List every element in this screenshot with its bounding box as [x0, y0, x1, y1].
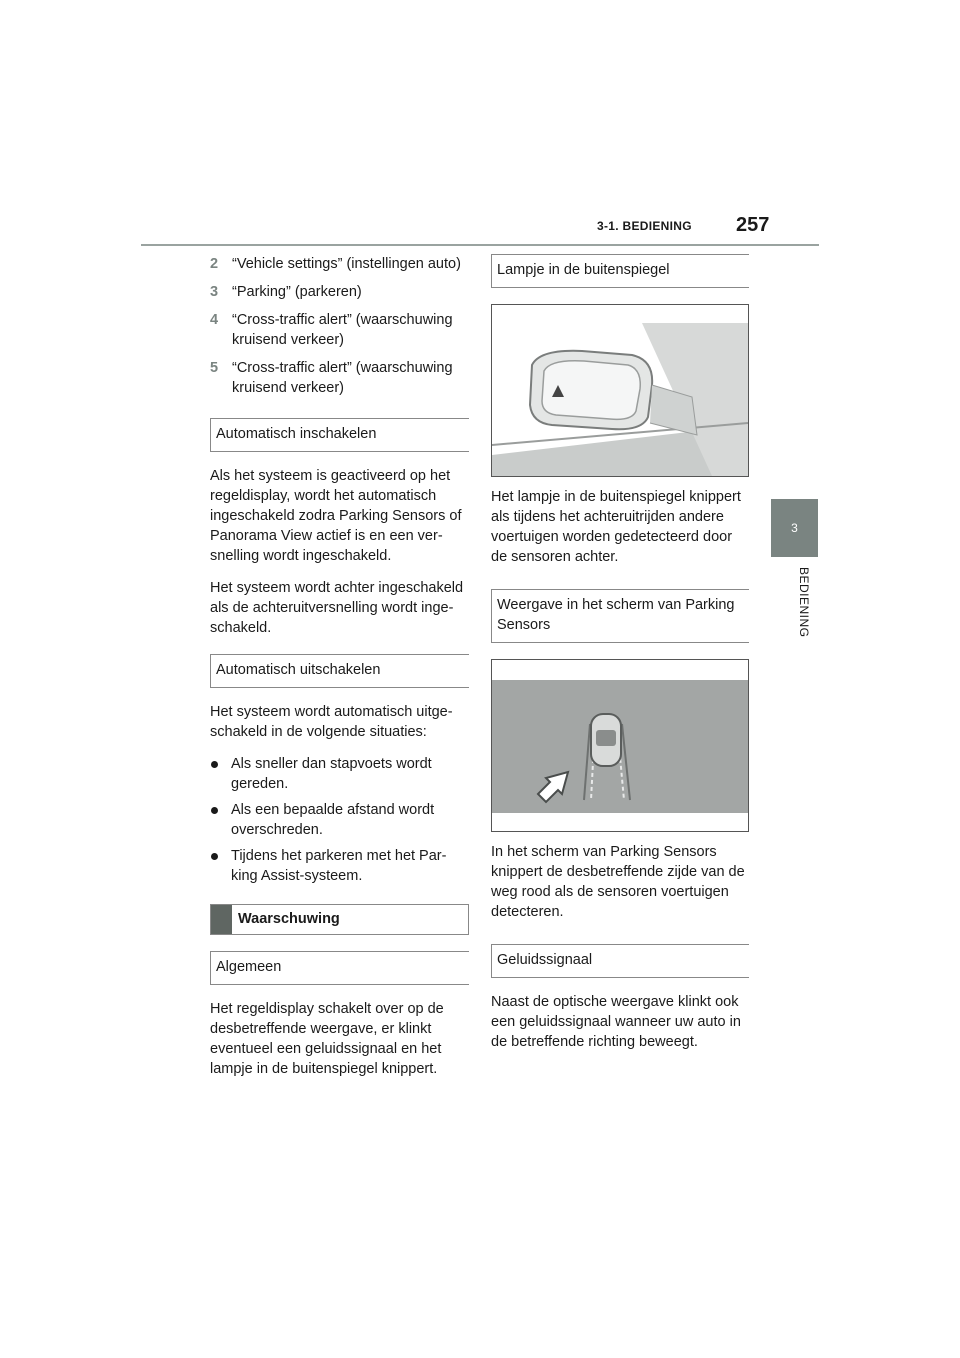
- chapter-tab[interactable]: 3: [771, 499, 818, 557]
- parking-screen-illustration: [491, 659, 749, 832]
- step-item: 3 “Parking” (parkeren): [210, 284, 362, 300]
- warning-bar: [211, 905, 232, 934]
- chapter-label: BEDIENING: [797, 567, 811, 638]
- paragraph: Het systeem wordt automatisch uitge-schakeld in de volgende situaties:: [210, 704, 453, 740]
- list-item: Als een bepaalde afstand wordt overschreden.: [210, 800, 469, 840]
- warning-box: [210, 904, 469, 935]
- list-item: Als sneller dan stapvoets wordt gereden.: [210, 754, 469, 794]
- paragraph: Als het systeem is geactiveerd op het regeldisplay, wordt het automatisch ingeschakeld zodra Parking Sensors of Panorama View actief is en een ver-snelling wordt ingeschakeld.: [210, 468, 462, 564]
- list-item: Tijdens het parkeren met het Par-king Assist-systeem.: [210, 846, 469, 886]
- bullet-icon: [210, 754, 231, 794]
- bullet-icon: [210, 846, 231, 886]
- paragraph: Het systeem wordt achter ingeschakeld als de achteruitversnelling wordt inge-schakeld.: [210, 580, 464, 636]
- heading-general: Algemeen: [210, 951, 469, 985]
- left-column: [210, 254, 469, 1091]
- header-divider: [141, 244, 819, 246]
- right-column: [491, 254, 749, 1064]
- section-title: 3-1. BEDIENING: [597, 219, 692, 233]
- heading-mirror: Lampje in de buitenspiegel: [491, 254, 749, 288]
- step-item: 4 “Cross-traffic alert” (waarschuwing kruisend verkeer): [210, 312, 453, 348]
- step-item: 5 “Cross-traffic alert” (waarschuwing kruisend verkeer): [210, 360, 453, 396]
- mirror-illustration: [491, 304, 749, 477]
- paragraph: Naast de optische weergave klinkt ook een geluidssignaal wanneer uw auto in de betreffende richting beweegt.: [491, 994, 741, 1050]
- heading-auto-off: Automatisch uitschakelen: [210, 654, 469, 688]
- paragraph: In het scherm van Parking Sensors knippert de desbetreffende zijde van de weg rood als de sensoren voertuigen detecteren.: [491, 844, 745, 920]
- step-item: 2 “Vehicle settings” (instellingen auto): [210, 256, 461, 272]
- heading-screen: Weergave in het scherm van Parking Sensors: [491, 589, 749, 643]
- warning-label: Waarschuwing: [238, 911, 340, 927]
- paragraph: Het regeldisplay schakelt over op de desbetreffende weergave, er klinkt eventueel een geluidssignaal en het lampje in de buitenspiegel knippert.: [210, 1001, 444, 1077]
- page-number: 257: [736, 214, 770, 236]
- heading-sound: Geluidssignaal: [491, 944, 749, 978]
- heading-auto-on: Automatisch inschakelen: [210, 418, 469, 452]
- bullet-icon: [210, 800, 231, 840]
- paragraph: Het lampje in de buitenspiegel knippert als tijdens het achteruitrijden andere voertuigen worden gedetecteerd door de sensoren achter.: [491, 489, 741, 565]
